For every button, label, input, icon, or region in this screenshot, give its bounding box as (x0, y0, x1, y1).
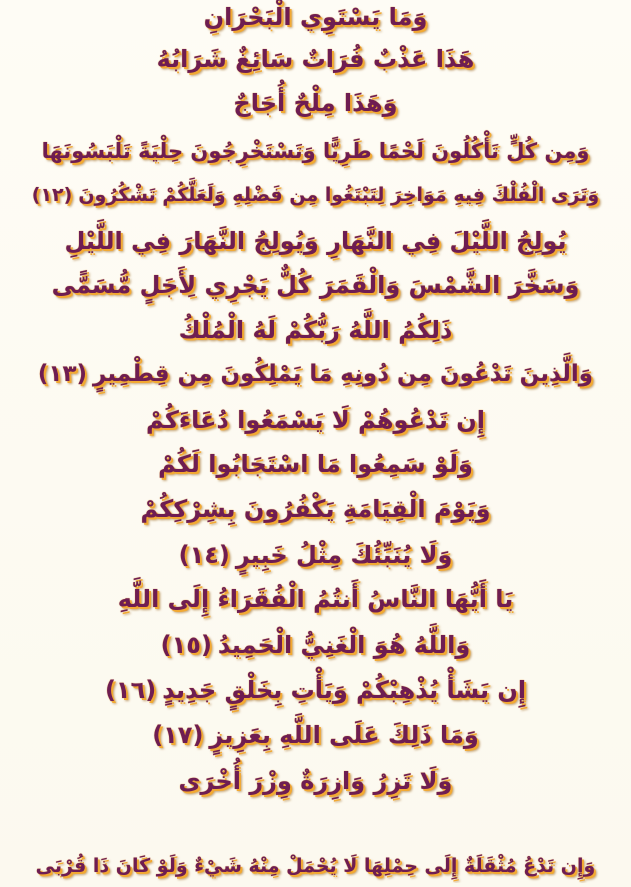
ayah-number-marker: (١٧) (152, 721, 204, 749)
ayah-number-marker: (١٣) (37, 361, 88, 387)
verse-text: وَمَا يَسْتَوِي الْبَحْرَانِ (203, 3, 428, 31)
verse-line-2 (30, 42, 601, 76)
verse-text: وَمِن كُلٍّ تَأْكُلُونَ لَحْمًا طَرِيًّا وَتَسْتَخْرِجُونَ حِلْيَةً تَلْبَسُونَهَا (41, 139, 590, 163)
verse-line-11 (30, 447, 601, 481)
verse-line-12 (30, 492, 601, 526)
verse-text: وَلَوْ سَمِعُوا مَا اسْتَجَابُوا لَكُمْ (158, 450, 473, 478)
ayah-number-marker: (١٢) (31, 184, 73, 206)
verse-text: وَيَوْمَ الْقِيَامَةِ يَكْفُرُونَ بِشِرْكِكُمْ (140, 495, 491, 523)
verse-line-8 (30, 313, 601, 347)
verse-text: إِن يَشَأْ يُذْهِبْكُمْ وَيَأْتِ بِخَلْقٍ جَدِيدٍ (162, 676, 527, 704)
verse-line-4 (30, 134, 601, 168)
verse-line-18 (30, 764, 601, 798)
verse-line-5 (30, 178, 601, 212)
verse-line-6 (30, 224, 601, 258)
ayah-number-marker: (١٦) (104, 676, 157, 704)
verse-text: وَاللَّهُ هُوَ الْغَنِيُّ الْحَمِيدُ (217, 631, 471, 659)
verse-text: وَتَرَى الْفُلْكَ فِيهِ مَوَاخِرَ لِتَبْتَغُوا مِن فَضْلِهِ وَلَعَلَّكُمْ تَشْكُرُونَ (78, 184, 600, 206)
verse-line-1 (30, 0, 601, 34)
verse-text: وَإِن تَدْعُ مُثْقَلَةٌ إِلَى حِمْلِهَا لَا يُحْمَلْ مِنْهُ شَيْءٌ وَلَوْ كَانَ ذَا قُرْبَى (35, 855, 596, 877)
verse-line-9 (30, 357, 601, 391)
verse-text: وَمَا ذَلِكَ عَلَى اللَّهِ بِعَزِيزٍ (209, 721, 479, 749)
verse-text: إِن تَدْعُوهُمْ لَا يَسْمَعُوا دُعَاءَكُمْ (146, 406, 485, 434)
verse-text: وَلَا يُنَبِّئُكَ مِثْلُ خَبِيرٍ (235, 541, 453, 569)
ayah-number-marker: (١٥) (160, 631, 212, 659)
verse-line-13 (30, 538, 601, 572)
verse-line-14 (30, 582, 601, 616)
verse-line-10 (30, 403, 601, 437)
verse-text: وَهَذَا مِلْحٌ أُجَاجٌ (233, 89, 398, 117)
verse-text: يُولِجُ اللَّيْلَ فِي النَّهَارِ وَيُولِجُ النَّهَارَ فِي اللَّيْلِ (64, 227, 567, 255)
verse-text: ذَلِكُمُ اللَّهُ رَبُّكُمْ لَهُ الْمُلْكُ (178, 316, 453, 344)
verse-line-7 (30, 268, 601, 302)
verse-line-17 (30, 718, 601, 752)
verse-line-15 (30, 628, 601, 662)
verse-text: وَالَّذِينَ تَدْعُونَ مِن دُونِهِ مَا يَمْلِكُونَ مِن قِطْمِيرٍ (93, 361, 594, 387)
verse-text: وَسَخَّرَ الشَّمْسَ وَالْقَمَرَ كُلٌّ يَجْرِي لِأَجَلٍ مُّسَمًّى (51, 271, 580, 299)
verse-text: يَا أَيُّهَا النَّاسُ أَنتُمُ الْفُقَرَاءُ إِلَى اللَّهِ (117, 585, 514, 613)
verse-line-19 (30, 849, 601, 883)
verse-text: هَذَا عَذْبٌ فُرَاتٌ سَائِغٌ شَرَابُهُ (156, 45, 475, 73)
verse-line-16 (30, 673, 601, 707)
verse-text: وَلَا تَزِرُ وَازِرَةٌ وِزْرَ أُخْرَى (178, 767, 453, 795)
ayah-number-marker: (١٤) (178, 541, 230, 569)
verse-line-3 (30, 86, 601, 120)
